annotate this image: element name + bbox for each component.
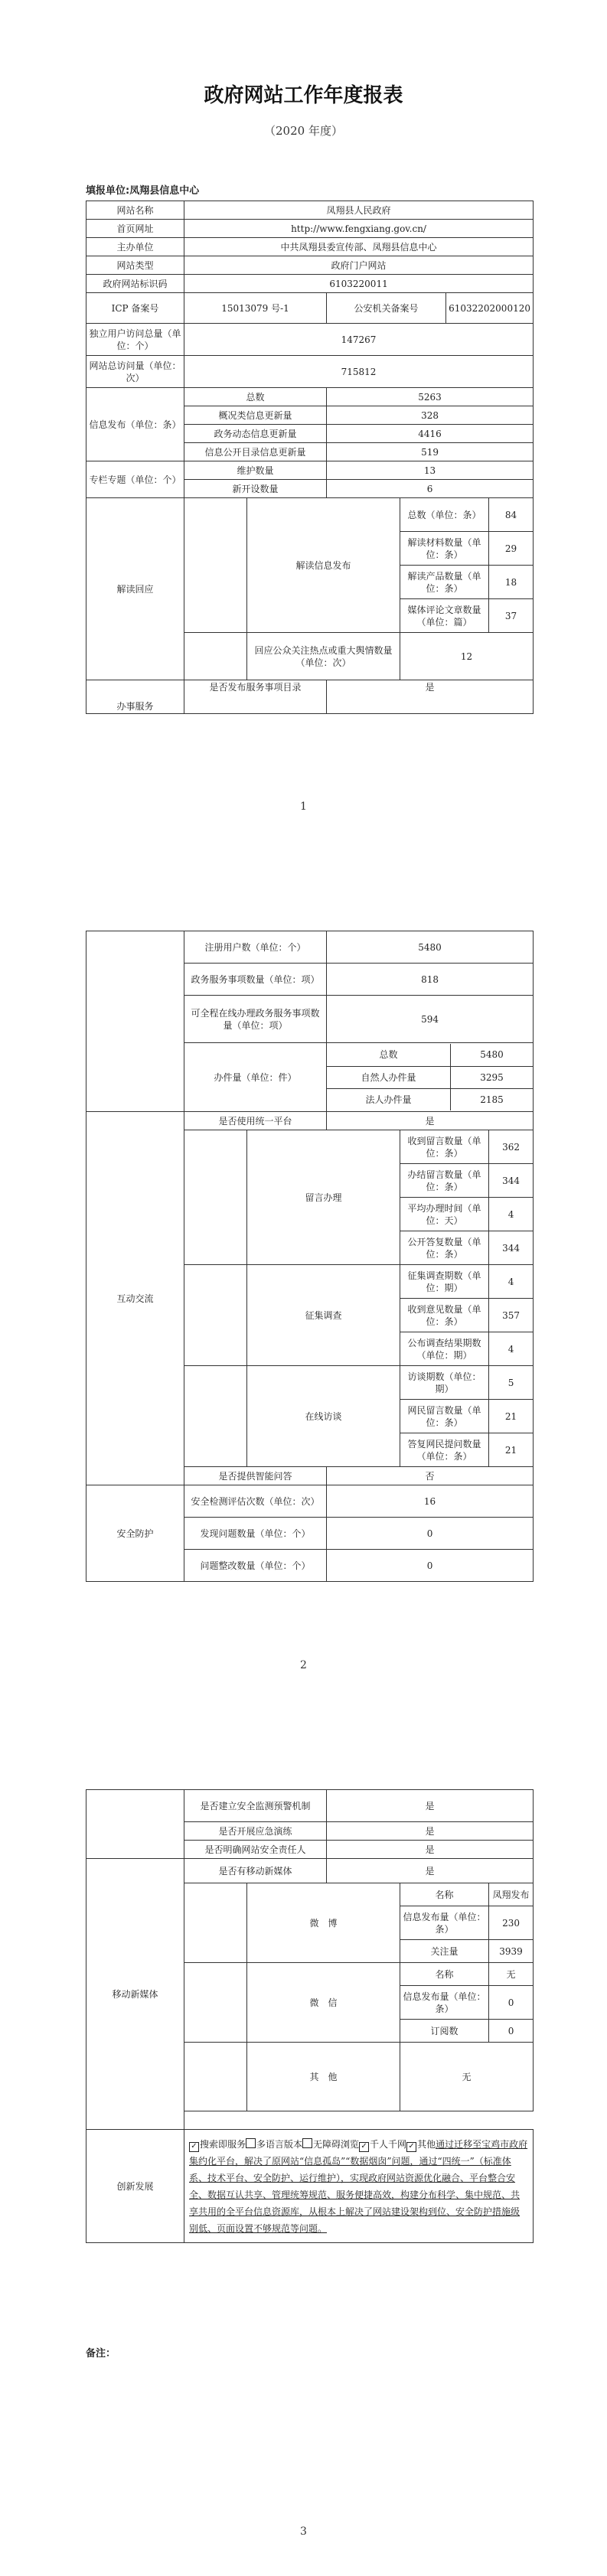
police-label: 公安机关备案号	[327, 293, 446, 324]
security-monitor-label: 是否建立安全监测预警机制	[184, 1790, 327, 1822]
wechat-pub-value: 0	[489, 1986, 534, 2020]
interpret-hot-spacer	[184, 633, 247, 680]
info-label: 信息发布（单位：条）	[86, 388, 184, 461]
info-dynamic-label: 政务动态信息更新量	[184, 425, 327, 443]
security-check-label: 安全检测评估次数（单位：次）	[184, 1485, 327, 1518]
interact-label: 互动交流	[86, 1112, 184, 1485]
security-found-label: 发现问题数量（单位：个）	[184, 1518, 327, 1550]
interact-talk-label: 在线访谈	[247, 1366, 400, 1467]
report-table-page-2	[86, 931, 534, 1582]
media-has-label: 是否有移动新媒体	[184, 1859, 327, 1883]
opt-search-service: 搜索即服务	[200, 2138, 246, 2150]
column-new-label: 新开设数量	[184, 480, 327, 498]
column-new-value: 6	[327, 480, 534, 498]
wechat-sub-label: 订阅数	[400, 2020, 489, 2043]
info-overview-value: 328	[327, 406, 534, 425]
handle-legal-value: 2185	[450, 1088, 533, 1110]
innovation-content	[184, 2130, 534, 2243]
service-handle-label: 办件量（单位：件）	[184, 1043, 327, 1112]
info-total-label: 总数	[184, 388, 327, 406]
interpret-spacer	[184, 498, 247, 633]
interpret-media-value: 37	[489, 599, 534, 633]
checkbox-multilang[interactable]	[246, 2138, 256, 2148]
msg-recv-label: 收到留言数量（单位：条）	[400, 1130, 489, 1164]
msg-public-value: 344	[489, 1231, 534, 1265]
checkbox-search-service[interactable]: ✓	[189, 2142, 199, 2152]
handle-subtable	[327, 1044, 533, 1110]
uv-value: 147267	[184, 324, 534, 356]
wechat-name-label: 名称	[400, 1963, 489, 1986]
info-overview-label: 概况类信息更新量	[184, 406, 327, 425]
interpret-material-value: 29	[489, 532, 534, 566]
info-open-value: 519	[327, 443, 534, 461]
security-found-value: 0	[327, 1518, 534, 1550]
info-open-label: 信息公开目录信息更新量	[184, 443, 327, 461]
handle-person-label: 自然人办件量	[327, 1066, 450, 1088]
weibo-spacer	[184, 1883, 247, 1963]
handle-legal-label: 法人办件量	[327, 1088, 450, 1110]
wechat-spacer	[184, 1963, 247, 2043]
host-unit-value: 中共凤翔县委宣传部、凤翔县信息中心	[184, 238, 534, 256]
interpret-hot-value: 12	[400, 633, 534, 680]
page-number-1: 1	[300, 801, 307, 813]
msg-days-value: 4	[489, 1198, 534, 1231]
report-year: （2020 年度）	[264, 124, 343, 138]
site-code-value: 6103220011	[184, 275, 534, 293]
home-url-value: http://www.fengxiang.gov.cn/	[184, 220, 534, 238]
interpret-product-label: 解读产品数量（单位：条）	[400, 566, 489, 599]
opt-accessible: 无障碍浏览	[313, 2138, 360, 2150]
handle-total-label: 总数	[327, 1044, 450, 1066]
handle-person-value: 3295	[450, 1066, 533, 1088]
msg-recv-value: 362	[489, 1130, 534, 1164]
security-person-value: 是	[327, 1841, 534, 1859]
checkbox-other[interactable]: ✓	[406, 2142, 416, 2152]
interact-unified-label: 是否使用统一平台	[184, 1112, 327, 1130]
interpret-product-value: 18	[489, 566, 534, 599]
talk-answer-value: 21	[489, 1433, 534, 1467]
wechat-sub-value: 0	[489, 2020, 534, 2043]
column-maintain-label: 维护数量	[184, 461, 327, 480]
site-type-label: 网站类型	[86, 256, 184, 275]
security-drill-label: 是否开展应急演练	[184, 1822, 327, 1841]
interpret-material-label: 解读材料数量（单位：条）	[400, 532, 489, 566]
innovation-label: 创新发展	[86, 2130, 184, 2243]
security-label: 安全防护	[86, 1485, 184, 1582]
security-person-label: 是否明确网站安全责任人	[184, 1841, 327, 1859]
site-code-label: 政府网站标识码	[86, 275, 184, 293]
media-label: 移动新媒体	[86, 1859, 184, 2130]
interpret-total-label: 总数（单位：条）	[400, 498, 489, 532]
talk-spacer	[184, 1366, 247, 1467]
other-label: 其 他	[247, 2043, 400, 2111]
security-fixed-value: 0	[327, 1550, 534, 1582]
interpret-total-value: 84	[489, 498, 534, 532]
service-handle-cell	[327, 1043, 534, 1112]
service-users-label: 注册用户数（单位：个）	[184, 931, 327, 964]
msg-spacer	[184, 1130, 247, 1265]
checkbox-accessible[interactable]	[302, 2138, 312, 2148]
site-type-value: 政府门户网站	[184, 256, 534, 275]
innovation-text: 通过迁移至宝鸡市政府集约化平台，解决了原网站“信息孤岛”“数据烟囱”问题，通过“四统一”（标准体系、技术平台、安全防护、运行维护），实现政府网站资源优化融合、平台整合安全、数据互认共享、管理统筹规范、服务便捷高效，构建分布科学、集中规范、共享共用的全平台信息资源库，从根本上解决了网站建设架构到位、安全防护措施级别低、页面设置不够规范等问题。	[189, 2138, 528, 2234]
service-online-label: 可全程在线办理政务服务事项数量（单位：项）	[184, 996, 327, 1043]
interact-msg-label: 留言办理	[247, 1130, 400, 1265]
column-label: 专栏专题（单位：个）	[86, 461, 184, 498]
msg-done-value: 344	[489, 1164, 534, 1198]
talk-count-label: 访谈期数（单位：期）	[400, 1366, 489, 1400]
page-number-3: 3	[300, 2525, 307, 2538]
weibo-pub-value: 230	[489, 1906, 534, 1940]
survey-opinion-value: 357	[489, 1299, 534, 1332]
handle-total-value: 5480	[450, 1044, 533, 1066]
opt-multilang: 多语言版本	[256, 2138, 303, 2150]
survey-spacer	[184, 1265, 247, 1366]
interpret-hot-label: 回应公众关注热点或重大舆情数量（单位：次）	[247, 633, 400, 680]
icp-value: 15013079 号-1	[184, 293, 327, 324]
host-unit-label: 主办单位	[86, 238, 184, 256]
talk-msg-value: 21	[489, 1400, 534, 1433]
note-label: 备注：	[86, 2348, 116, 2359]
police-value: 61032202000120	[446, 293, 534, 324]
interact-smart-label: 是否提供智能问答	[184, 1467, 327, 1485]
interact-survey-label: 征集调查	[247, 1265, 400, 1366]
page-title: 政府网站工作年度报表	[204, 84, 403, 107]
wechat-name-value: 无	[489, 1963, 534, 1986]
survey-result-label: 公布调查结果期数（单位：期）	[400, 1332, 489, 1366]
site-name-label: 网站名称	[86, 201, 184, 220]
report-table-page-3	[86, 1789, 534, 2243]
talk-msg-label: 网民留言数量（单位：条）	[400, 1400, 489, 1433]
media-has-value: 是	[327, 1859, 534, 1883]
service-items-value: 818	[327, 964, 534, 996]
interact-smart-value: 否	[327, 1467, 534, 1485]
opt-personalized: 千人千网	[370, 2138, 407, 2150]
other-value: 无	[400, 2043, 534, 2111]
talk-count-value: 5	[489, 1366, 534, 1400]
service-publish-value: 是	[327, 680, 534, 714]
service-publish-label: 是否发布服务事项目录	[184, 680, 327, 714]
site-name-value: 凤翔县人民政府	[184, 201, 534, 220]
security-fixed-label: 问题整改数量（单位：个）	[184, 1550, 327, 1582]
service-users-value: 5480	[327, 931, 534, 964]
weibo-label: 微 博	[247, 1883, 400, 1963]
weibo-follow-label: 关注量	[400, 1940, 489, 1963]
interpret-pub-label: 解读信息发布	[247, 498, 400, 633]
survey-count-label: 征集调查期数（单位：期）	[400, 1265, 489, 1299]
interact-unified-value: 是	[327, 1112, 534, 1130]
interpret-media-label: 媒体评论文章数量（单位：篇）	[400, 599, 489, 633]
talk-answer-label: 答复网民提问数量（单位：条）	[400, 1433, 489, 1467]
pv-label: 网站总访问量（单位：次）	[86, 356, 184, 388]
wechat-label: 微 信	[247, 1963, 400, 2043]
interpret-label: 解读回应	[86, 498, 184, 680]
service-online-value: 594	[327, 996, 534, 1043]
weibo-name-label: 名称	[400, 1883, 489, 1906]
survey-opinion-label: 收到意见数量（单位：条）	[400, 1299, 489, 1332]
weibo-pub-label: 信息发布量（单位：条）	[400, 1906, 489, 1940]
survey-result-value: 4	[489, 1332, 534, 1366]
info-total-value: 5263	[327, 388, 534, 406]
security-monitor-value: 是	[327, 1790, 534, 1822]
column-maintain-value: 13	[327, 461, 534, 480]
other-spacer	[184, 2043, 247, 2111]
page-number-2: 2	[300, 1659, 307, 1671]
pv-value: 715812	[184, 356, 534, 388]
security-cont	[86, 1790, 184, 1859]
security-drill-value: 是	[327, 1822, 534, 1841]
wechat-pub-label: 信息发布量（单位：条）	[400, 1986, 489, 2020]
info-dynamic-value: 4416	[327, 425, 534, 443]
home-url-label: 首页网址	[86, 220, 184, 238]
service-label-p1: 办事服务	[86, 680, 184, 714]
checkbox-personalized[interactable]: ✓	[359, 2142, 369, 2152]
weibo-name-value: 凤翔发布	[489, 1883, 534, 1906]
uv-label: 独立用户访问总量（单位：个）	[86, 324, 184, 356]
report-table-page-1	[86, 201, 534, 714]
msg-done-label: 办结留言数量（单位：条）	[400, 1164, 489, 1198]
opt-other: 其他	[417, 2138, 436, 2150]
service-items-label: 政务服务事项数量（单位：项）	[184, 964, 327, 996]
filler-unit: 填报单位:凤翔县信息中心	[86, 185, 200, 197]
msg-days-label: 平均办理时间（单位：天）	[400, 1198, 489, 1231]
security-check-value: 16	[327, 1485, 534, 1518]
msg-public-label: 公开答复数量（单位：条）	[400, 1231, 489, 1265]
survey-count-value: 4	[489, 1265, 534, 1299]
weibo-follow-value: 3939	[489, 1940, 534, 1963]
icp-label: ICP 备案号	[86, 293, 184, 324]
service-cont	[86, 931, 184, 1112]
